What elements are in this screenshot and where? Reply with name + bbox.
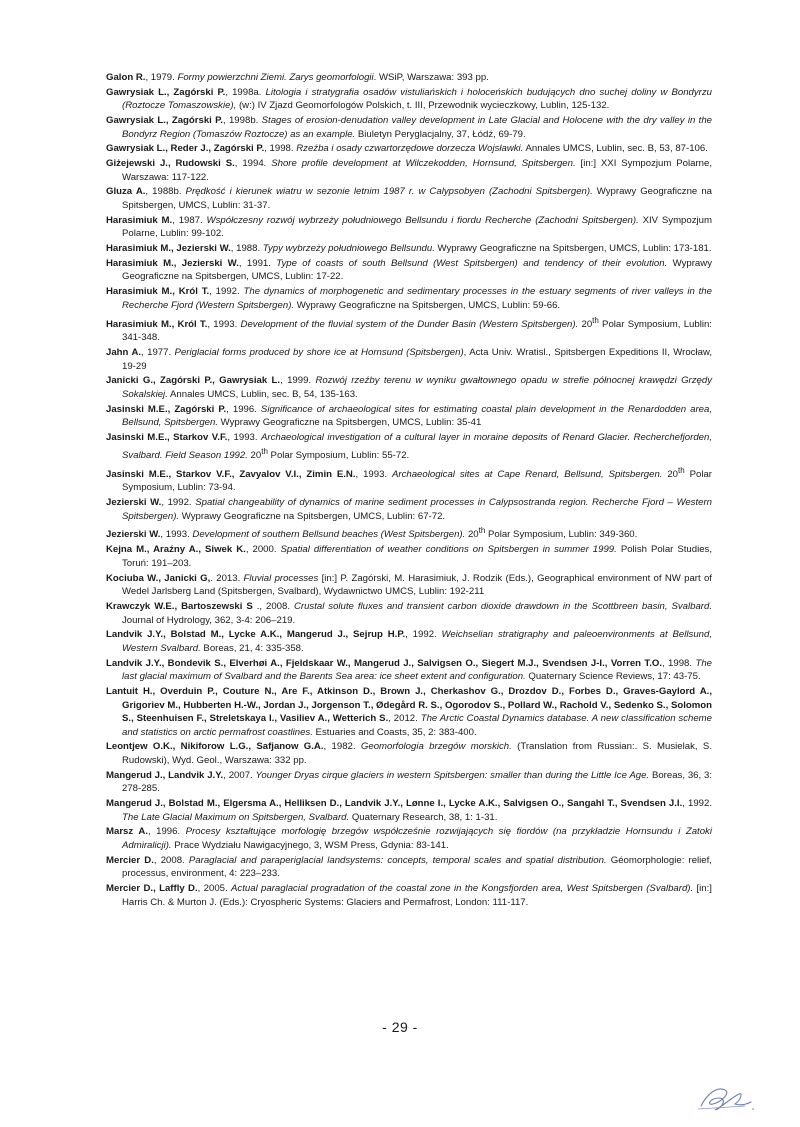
reference-authors: Gawrysiak L., Reder J., Zagórski P.	[106, 143, 265, 155]
reference-entry	[106, 600, 712, 627]
reference-entry	[106, 797, 712, 824]
reference-source: 20	[247, 449, 262, 461]
reference-authors: Kejna M., Araźny A., Siwek K.	[106, 544, 246, 556]
reference-title: Actual paraglacial progradation of the coastal zone in the Kongsfjorden area, West Spitsbergen (Svalbard).	[231, 883, 694, 895]
reference-entry	[106, 657, 712, 684]
reference-title: Litologia i stratygrafia osadów vistuliańskich i holoceńskich budujących dno suchej doliny w Bondyrzu (Roztocze Tomaszowskie),	[122, 86, 713, 112]
reference-year: , 2008.	[153, 854, 189, 866]
reference-authors: Kociuba W., Janicki G,	[106, 572, 211, 584]
reference-source: Boreas, 36, 3: 278-285.	[122, 769, 712, 795]
handwritten-signature	[695, 1080, 755, 1114]
reference-authors: Gluza A.	[106, 186, 146, 198]
reference-entry	[106, 257, 712, 284]
reference-list	[106, 71, 712, 910]
reference-source-continued: Polar Symposium, Lublin: 341-348.	[122, 318, 712, 344]
reference-year: , 1992.	[161, 497, 196, 509]
reference-authors: Harasimiuk M., Jezierski W.	[106, 243, 231, 255]
reference-year: , 1996.	[226, 403, 261, 415]
reference-title: Development of southern Bellsund beaches (West Spitsbergen).	[192, 529, 466, 541]
reference-title: The Late Glacial Maximum on Spitsbergen, Svalbard.	[122, 811, 350, 823]
reference-year: , 1991.	[238, 257, 277, 269]
reference-source: Wyprawy Geograficzne na Spitsbergen, UMCS, Lublin: 59-66.	[294, 299, 561, 311]
reference-authors: Jasinski M.E., Starkov V.F., Zavyalov V.I., Zimin E.N.	[106, 468, 356, 480]
reference-year: , 1993.	[355, 468, 392, 480]
reference-title: Younger Dryas cirque glaciers in western Spitsbergen: smaller than during the Little Ice Age.	[255, 769, 650, 781]
reference-source-continued: Polar Symposium, Lublin: 73-94.	[122, 468, 712, 494]
reference-superscript: th	[261, 446, 268, 456]
reference-entry	[106, 214, 712, 241]
reference-year: , 1996.	[147, 826, 186, 838]
reference-title: Type of coasts of south Bellsund (West Spitsbergen) and tendency of their evolution.	[276, 257, 668, 269]
reference-entry	[106, 769, 712, 796]
reference-year: , 1987.	[172, 214, 207, 226]
reference-source: 20	[662, 468, 679, 480]
reference-year: ., 2008.	[252, 600, 294, 612]
reference-year: , 1998.	[662, 657, 696, 669]
reference-title: Crustal solute fluxes and transient carbon dioxide drawdown in the Scottbreen basin, Svalbard.	[293, 600, 712, 612]
reference-authors: Janicki G., Zagórski P., Gawrysiak L.	[106, 375, 281, 387]
reference-entry	[106, 71, 712, 85]
reference-entry	[106, 825, 712, 852]
reference-source: 20	[578, 318, 593, 330]
reference-title: Rozwój rzeźby terenu w wyniku gwałtownego opadu w strefie północnej krawędzi Grzędy Sokalskiej.	[122, 375, 712, 400]
reference-source-continued: Polar Symposium, Lublin: 349-360.	[485, 529, 638, 541]
reference-authors: Harasimiuk M., Jezierski W.	[106, 257, 239, 269]
reference-year: , 2012.	[388, 713, 421, 725]
reference-year: , 1998.	[264, 143, 297, 155]
reference-entry	[106, 685, 712, 739]
reference-entry	[106, 157, 712, 184]
reference-year: , 1999.	[280, 375, 316, 387]
reference-source: Journal of Hydrology, 362, 3-4: 206–219.	[122, 614, 296, 626]
reference-year: . 2013.	[210, 572, 244, 584]
reference-entry	[106, 854, 712, 881]
reference-authors: Jasinski M.E., Starkov V.F.	[106, 432, 228, 443]
reference-authors: Lantuit H., Overduin P., Couture N., Are F., Atkinson D., Brown J., Cherkashov G., Drozdov D., Forbes D., Graves-Gaylord A., Grigoriev M., Hubberten H.-W., Jordan J., Jorgenson T., Ødegård R. S., Ogorodov S., Pollard W., Rachold V., Sedenko S., Solomon S., Steenhuisen F., Streletskaya I., Vasiliev A., Wetterich S.	[106, 685, 712, 725]
reference-year: , 1993.	[207, 318, 241, 330]
reference-entry	[106, 464, 712, 495]
reference-year: , 1979.	[145, 72, 178, 83]
reference-year: , 1988.	[230, 243, 263, 255]
reference-entry	[106, 403, 712, 430]
reference-title: Fluvial processes	[243, 572, 319, 584]
reference-year: , 2005.	[197, 883, 232, 895]
reference-title: Geomorfologia brzegów morskich.	[360, 741, 512, 753]
reference-entry	[106, 374, 712, 401]
reference-year: , 1992.	[209, 286, 244, 298]
reference-year: , 1992.	[682, 798, 712, 810]
reference-source: Annales UMCS, Lublin, sec. B, 54, 135-163.	[167, 388, 358, 400]
reference-entry	[106, 314, 712, 345]
reference-source: [in:] P. Zagórski, M. Harasimiuk, J. Rodzik (Eds.), Geographical environment of NW part of Wedel Jarlsberg Land (Spitsbergen, Svalbard), Wydawnictwo UMCS, Lublin: 192-211	[122, 572, 712, 598]
reference-source: XIV Sympozjum Polarne, Lublin: 99-102.	[122, 214, 712, 240]
reference-title: Formy powierzchni Ziemi. Zarys geomorfologii	[177, 72, 374, 83]
reference-title: Archaeological sites at Cape Renard, Bellsund, Spitsbergen.	[392, 468, 663, 480]
reference-source: , Acta Univ. Wratisl., Spitsbergen Expeditions II, Wrocław, 19-29	[122, 347, 713, 372]
reference-authors: Giżejewski J., Rudowski S.	[106, 158, 235, 170]
reference-year: , 2000.	[245, 544, 281, 556]
reference-superscript: th	[592, 315, 599, 325]
reference-authors: Harasimiuk M.	[106, 214, 173, 226]
reference-source: Wyprawy Geograficzne na Spitsbergen, UMCS, Lublin: 31-37.	[122, 186, 712, 212]
reference-entry	[106, 114, 712, 141]
reference-year: , 1998a.	[225, 86, 266, 98]
reference-title: The Arctic Coastal Dynamics database. A new classification scheme and statistics on arctic permafrost coastlines.	[122, 713, 713, 738]
reference-entry	[106, 285, 712, 312]
reference-year: , 1998b.	[222, 115, 262, 127]
reference-title: Typy wybrzeży południowego Bellsundu.	[262, 243, 435, 255]
reference-title: Development of the fluvial system of the Dunder Basin (Western Spitsbergen).	[240, 318, 579, 330]
reference-source: [in:] XXI Sympozjum Polarne, Warszawa: 117-122.	[122, 158, 712, 183]
reference-authors: Leontjew O.K., Nikiforow L.G., Safjanow G.A.	[106, 741, 324, 753]
reference-source: Quaternary Science Reviews, 17: 43-75.	[525, 671, 701, 683]
reference-entry	[106, 740, 712, 767]
reference-title: Significance of archaeological sites for estimating coastal plain development in the Renardodden area, Bellsund, Spitsbergen.	[122, 403, 712, 429]
reference-entry	[106, 572, 712, 599]
reference-entry	[106, 543, 712, 570]
reference-authors: Mercier D.	[106, 854, 154, 866]
reference-title: Spatial differentiation of weather conditions on Spitsbergen in summer 1999.	[280, 544, 617, 556]
reference-source: Estuaries and Coasts, 35, 2: 383-400.	[312, 726, 477, 738]
reference-title: Stages of erosion-denudation valley development in Late Glacial and Holocene with the dry valley in the Bondyrz Region (Tomaszów Roztocze) as an example.	[122, 115, 712, 140]
reference-year: , 2007.	[223, 769, 256, 781]
reference-entry	[106, 242, 712, 256]
reference-entry	[106, 496, 712, 523]
reference-source: [in:] Harris Ch. & Murton J. (Eds.): Cryospheric Systems: Glaciers and Permafrost, London: 111-117.	[122, 883, 712, 908]
reference-title: The dynamics of morphogenetic and sedimentary processes in the estuary segments of river valleys in the Recherche Fjord (Western Spitsbergen).	[122, 286, 712, 311]
reference-title: Shore profile development at Wilczekodden, Hornsund, Spitsbergen.	[271, 158, 576, 170]
reference-authors: Marsz A.	[106, 826, 148, 838]
reference-source: . WSiP, Warszawa: 393 pp.	[373, 72, 489, 83]
reference-year: , 1993.	[227, 432, 261, 443]
page-number: - 29 -	[382, 1019, 418, 1035]
reference-source: Wyprawy Geograficzne na Spitsbergen, UMCS, Lublin: 35-41	[218, 417, 482, 429]
reference-year: , 1994.	[234, 158, 272, 170]
reference-superscript: th	[678, 465, 685, 475]
reference-authors: Jezierski W.	[106, 529, 161, 541]
reference-authors: Galon R.	[106, 72, 146, 83]
reference-entry	[106, 185, 712, 212]
reference-year: , 1977.	[141, 347, 175, 359]
reference-entry	[106, 346, 712, 373]
reference-source: Wyprawy Geograficzne na Spitsbergen, UMCS, Lublin: 173-181.	[434, 243, 712, 255]
reference-title: The last glacial maximum of Svalbard and the Barents Sea area: ice sheet extent and configuration.	[122, 657, 712, 683]
reference-entry	[106, 142, 712, 156]
reference-source: Prace Wydziału Nawigacyjnego, 3, WSM Press, Gdynia: 83-141.	[171, 840, 449, 852]
reference-authors: Landvik J.Y., Bolstad M., Lycke A.K., Mangerud J., Sejrup H.P.	[106, 629, 406, 641]
reference-source: Boreas, 21, 4: 335-358.	[200, 642, 304, 654]
reference-title: Rzeźba i osady czwartorzędowe dorzecza Wojsławki.	[296, 143, 524, 155]
reference-superscript: th	[478, 526, 486, 536]
reference-source-continued: Polar Symposium, Lublin: 55-72.	[267, 449, 410, 461]
reference-title: Procesy kształtujące morfologię brzegów współcześnie rozwijających się fiordów (na przykładzie Hornsundu i Zatoki Admiralicji).	[122, 826, 712, 852]
reference-source: Annales UMCS, Lublin, sec. B, 53, 87-106.	[523, 143, 708, 155]
reference-authors: Gawrysiak L., Zagórski P.	[106, 115, 223, 127]
reference-source: Wyprawy Geograficzne na Spitsbergen, UMCS, Lublin: 17-22.	[122, 257, 712, 283]
reference-year: , 1992.	[405, 629, 442, 641]
reference-source: Wyprawy Geograficzne na Spitsbergen, UMCS, Lublin: 67-72.	[179, 510, 446, 522]
reference-title: Weichselian stratigraphy and paleoenvironments at Bellsund, Western Svalbard.	[122, 629, 712, 654]
reference-authors: Jahn A.	[106, 347, 142, 359]
reference-year: , 1993.	[160, 529, 193, 541]
reference-title: Prędkość i kierunek wiatru w sezonie letnim 1987 r. w Calypsobyen (Zachodni Spitsbergen).	[185, 186, 593, 198]
reference-authors: Mangerud J., Landvik J.Y.	[106, 769, 224, 781]
reference-title: Archaeological investigation of a cultural layer in moraine deposits of Renard Glacier. Recherchefjorden, Svalbard. Field Season 1992.	[122, 432, 712, 461]
reference-title: Współczesny rozwój wybrzeży południowego Bellsundu i fiordu Recherche (Zachodni Spitsbergen).	[206, 214, 639, 226]
reference-entry	[106, 524, 712, 542]
reference-authors: Landvik J.Y., Bondevik S., Elverhøi A., Fjeldskaar W., Mangerud J., Salvigsen O., Siegert M.J., Svendsen J-I., Vorren T.O.	[106, 657, 662, 669]
reference-source: (w:) IV Zjazd Geomorfologów Polskich, t. III, Przewodnik wycieczkowy, Lublin, 125-132.	[236, 100, 610, 112]
reference-source: Biuletyn Peryglacjalny, 37, Łódź, 69-79.	[355, 128, 526, 140]
reference-authors: Mercier D., Laffly D.	[106, 883, 198, 895]
reference-entry	[106, 628, 712, 655]
reference-authors: Gawrysiak L., Zagórski P.	[106, 86, 226, 98]
reference-entry	[106, 86, 712, 113]
reference-source: 20	[465, 529, 479, 541]
reference-source: Quaternary Research, 38, 1: 1-31.	[349, 811, 498, 823]
reference-title: Spatial changeability of dynamics of marine sediment processes in Calypsostranda region. Recherche Fjord – Western Spitsbergen).	[122, 497, 712, 522]
reference-entry	[106, 882, 712, 909]
reference-authors: Jezierski W.	[106, 497, 162, 509]
reference-entry	[106, 431, 712, 462]
reference-authors: Jasinski M.E., Zagórski P.	[106, 403, 227, 415]
reference-title: Paraglacial and paraperiglacial landsystems: concepts, temporal scales and spatial distribution.	[188, 854, 607, 866]
reference-year: , 1988b.	[145, 186, 186, 198]
reference-authors: Harasimiuk M., Król T.	[106, 318, 208, 330]
reference-title: Periglacial forms produced by shore ice at Hornsund (Spitsbergen)	[174, 347, 464, 359]
reference-authors: Harasimiuk M., Król T.	[106, 286, 210, 298]
reference-authors: Krawczyk W.E., Bartoszewski S	[106, 600, 253, 612]
reference-authors: Mangerud J., Bolstad M., Elgersma A., Helliksen D., Landvik J.Y., Lønne I., Lycke A.K., Salvigsen O., Sangahl T., Svendsen J.I.	[106, 798, 683, 810]
reference-source: Géomorphologie: relief, processus, environment, 4: 223–233.	[122, 854, 712, 880]
reference-year: , 1982.	[323, 741, 361, 753]
reference-source: Polish Polar Studies, Toruń: 191–203.	[122, 544, 713, 569]
reference-source: (Translation from Russian:. S. Musielak, S. Rudowski), Wyd. Geol., Warszawa: 332 pp.	[122, 741, 712, 767]
